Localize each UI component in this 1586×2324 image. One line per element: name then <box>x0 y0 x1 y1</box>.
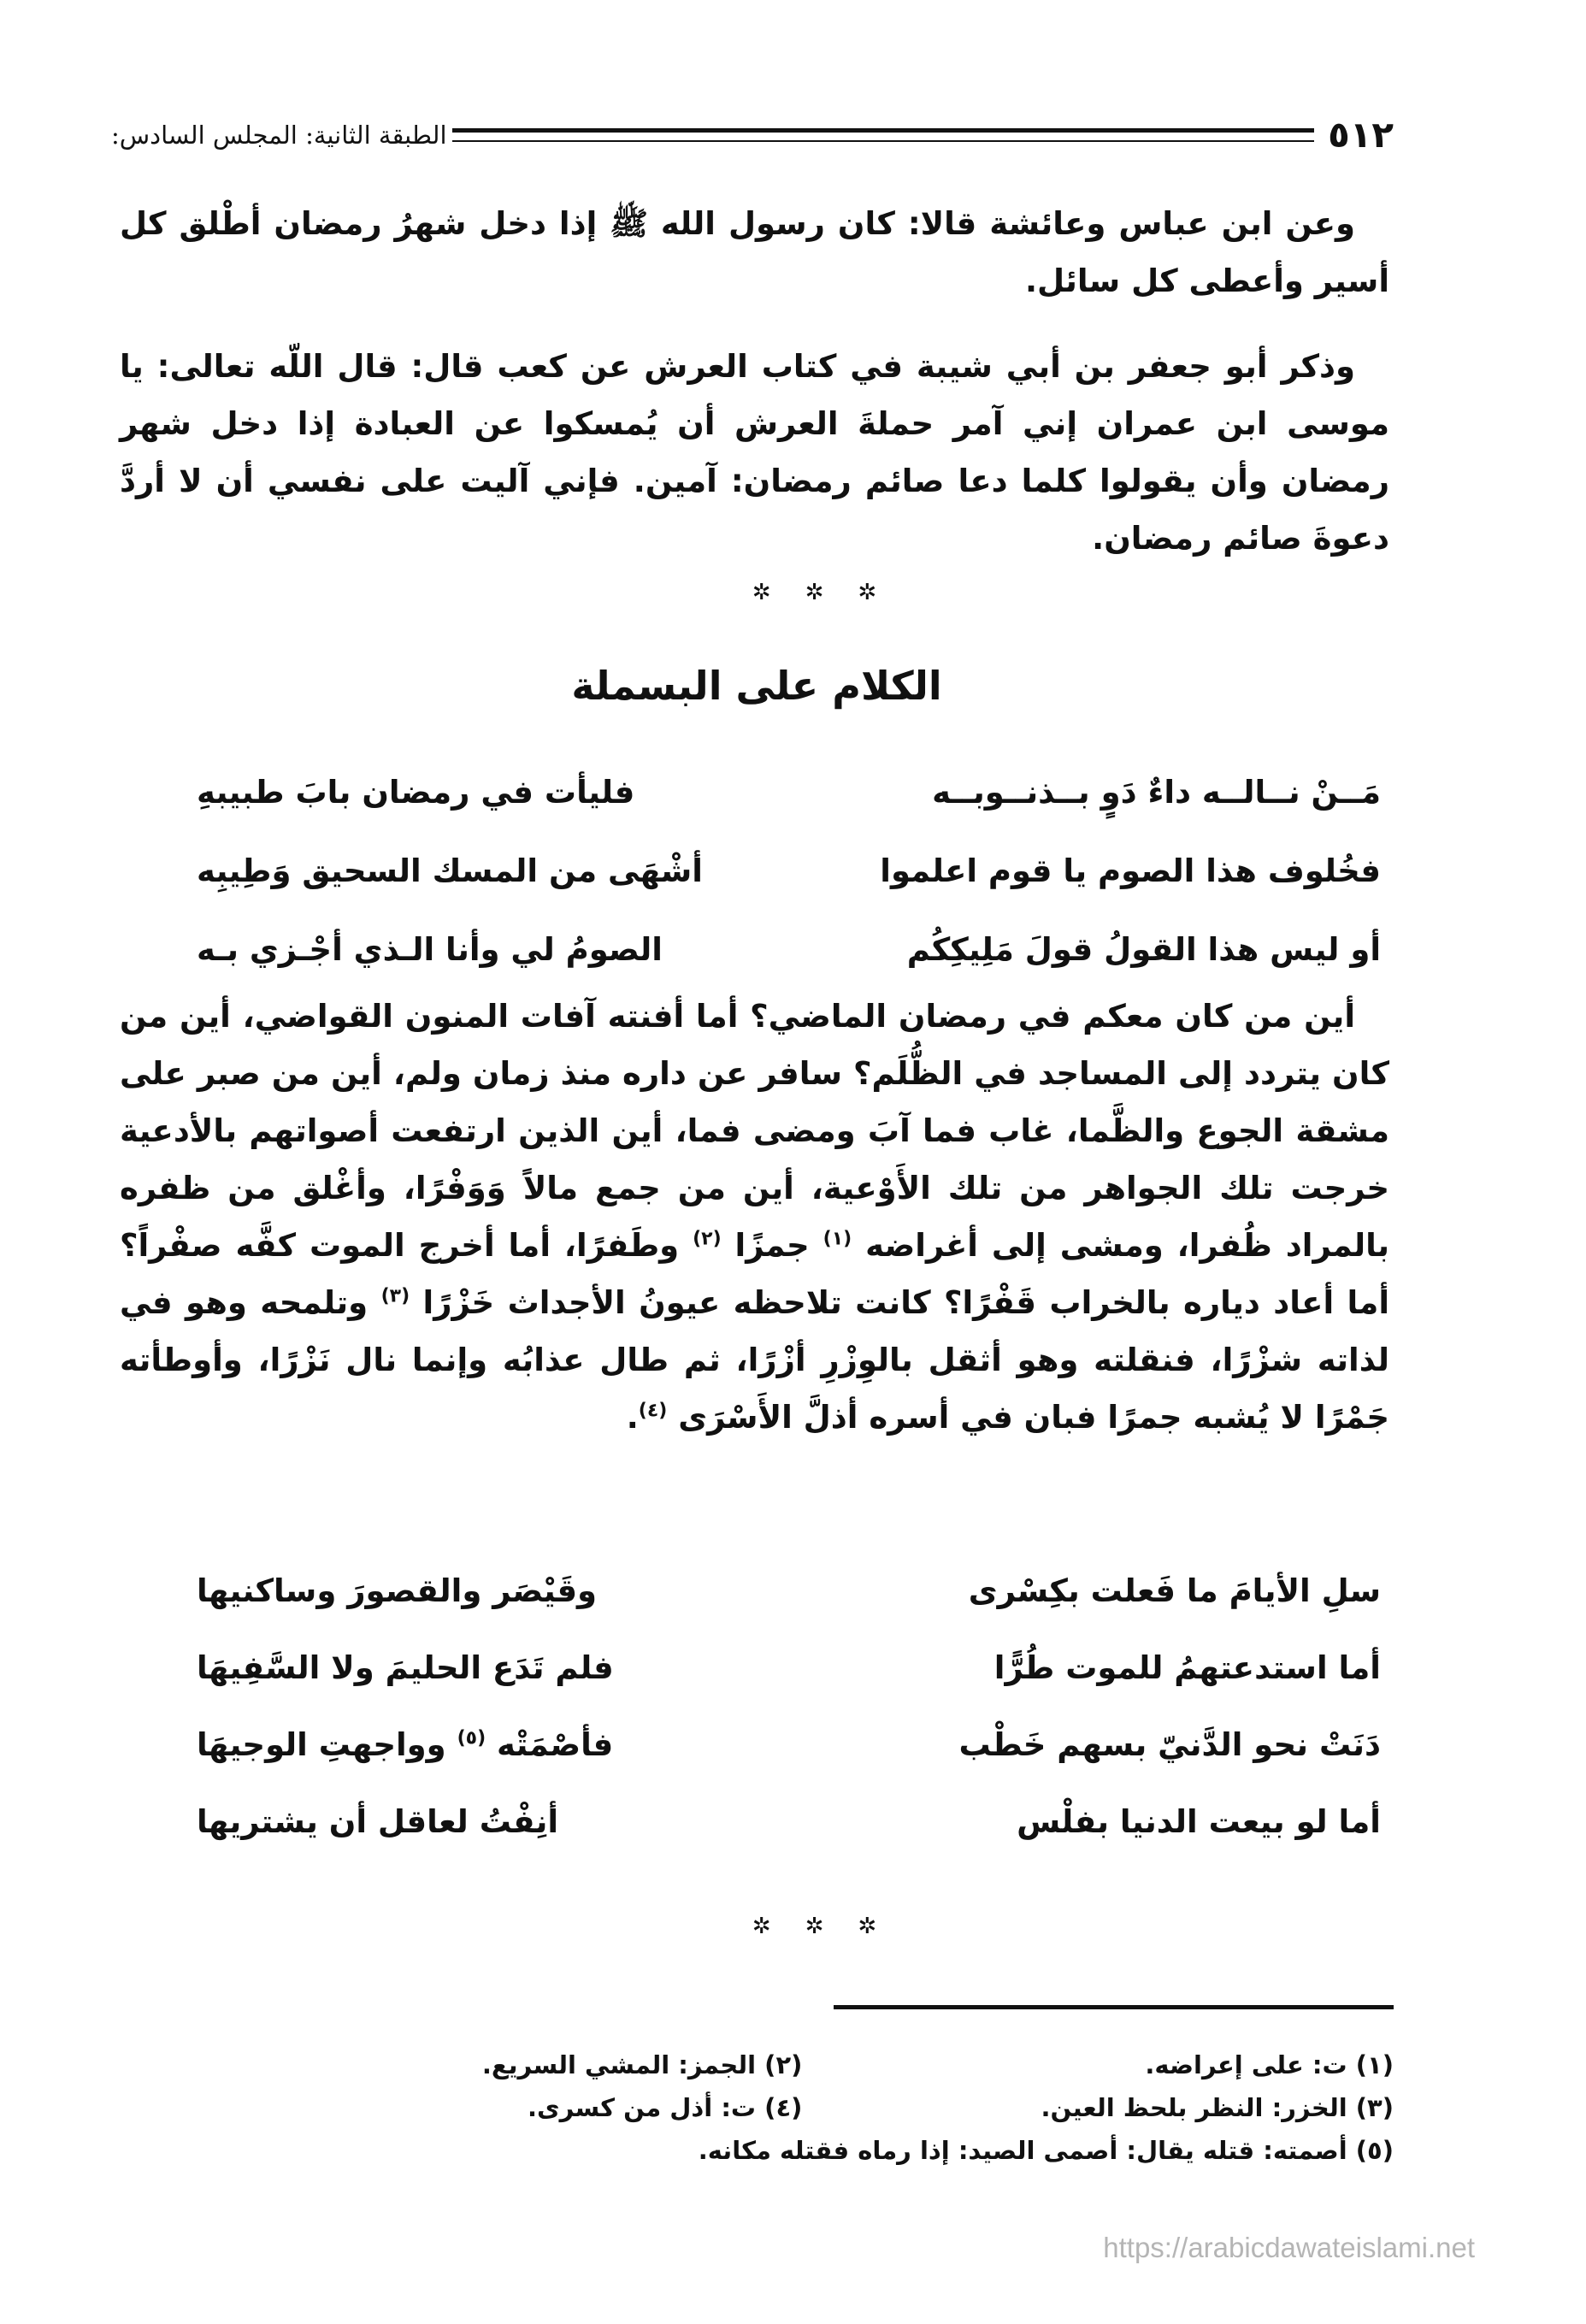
verse <box>197 752 1381 831</box>
verse <box>197 1706 1381 1783</box>
paragraph-2 <box>120 338 1389 567</box>
section-heading: الكلام على البسملة <box>571 663 942 709</box>
footnote-ref[interactable]: (٢) <box>693 1228 722 1250</box>
paragraph-text: وعن ابن عباس وعائشة قالا: كان رسول الله ﷺ إذا دخل شهرُ رمضان أطْلق كل أسير وأعطى كل سائل. <box>120 205 1389 299</box>
hemistich-second: أشْهَى من المسك السحيق وَطِيبِه <box>197 852 703 889</box>
hemistich-first: أما لو بيعت الدنيا بفلْس <box>1017 1802 1381 1840</box>
verse <box>197 910 1381 988</box>
footnote-1 <box>802 2050 1394 2079</box>
footnote-number: (٥) <box>1355 2136 1394 2165</box>
asterism-icon: ✲ <box>858 1914 911 1939</box>
footnote-row <box>256 2129 1394 2172</box>
footnote-ref[interactable]: (٣) <box>380 1285 410 1307</box>
asterism-icon: ✲ <box>805 580 858 605</box>
paragraph-3 <box>120 988 1389 1446</box>
footnote-text: ت: على إعراضه. <box>1145 2050 1347 2079</box>
hemistich-second: وقَيْصَر والقصورَ وساكنيها <box>197 1572 598 1609</box>
footnote-text: الجمز: المشي السريع. <box>481 2050 757 2079</box>
paragraph-text: وذكر أبو جعفر بن أبي شيبة في كتاب العرش عن كعب قال: قال اللّه تعالى: يا موسى ابن عمران إني آمر حملةَ العرش أن يُمسكوا عن العبادة إذا دخل شهر رمضان وأن يقولوا كلما دعا صائم رمضان: آمين. فإني آليت على نفسي أن لا أردَّ دعوةَ صائم رمضان. <box>120 348 1389 557</box>
asterism-icon: ✲ <box>752 1914 805 1939</box>
hemistich-first: فخُلوف هذا الصوم يا قوم اعلموا <box>880 852 1381 889</box>
verse <box>197 831 1381 910</box>
text-run: . <box>626 1399 639 1436</box>
hemistich-first: مَــنْ نــالــه داءٌ دَوٍ بــذنــوبــه <box>932 773 1381 811</box>
footnote-3 <box>802 2093 1394 2122</box>
section-ornament <box>0 580 1586 605</box>
hemistich-first: أو ليس هذا القولُ قولَ مَلِيكِكُم <box>906 930 1381 968</box>
hemistich-second: فليأت في رمضان بابَ طبيبهِ <box>197 773 635 811</box>
verse <box>197 1552 1381 1629</box>
footnote-text: ت: أذل من كسرى. <box>527 2093 757 2122</box>
hemistich-second: الصومُ لي وأنا الـذي أجْـزي بـه <box>197 930 663 968</box>
footnote-number: (١) <box>1355 2050 1394 2079</box>
footnote-text: أصمته: قتله يقال: أصمى الصيد: إذا رماه فقتله مكانه. <box>698 2136 1347 2165</box>
poem-2 <box>197 1552 1381 1860</box>
footnote-text: الخزر: النظر بلحظ العين. <box>1041 2093 1347 2122</box>
section-ornament <box>0 1914 1586 1939</box>
footnote-number: (٣) <box>1355 2093 1394 2122</box>
footnote-row <box>256 2086 1394 2129</box>
text-run: جمزًا <box>734 1227 810 1264</box>
asterism-icon: ✲ <box>858 580 911 605</box>
text-run: أين من كان معكم في رمضان الماضي؟ أما أفنته آفات المنون القواضي، أين من كان يتردد إلى المساجد في الظُّلَم؟ سافر عن داره منذ زمان ولم، أين من صبر على مشقة الجوع والظَّما، غاب فما آبَ ومضى فما، أين الذين ارتفعت أصواتهم بالأدعية خرجت تلك الجواهر من تلك الأَوْعية، أين من جمع مالاً وَوَفْرًا، وأغْلق من ظفره بالمراد ظُفرا، ومشى إلى أغراضه <box>120 998 1389 1264</box>
page-number: ٥١٢ <box>1328 114 1394 156</box>
hemistich-first: دَنَتْ نحو الدَّنيّ بسهم خَطْب <box>958 1725 1381 1763</box>
hemistich-second: فلم تَدَع الحليمَ ولا السَّفِيهَا <box>197 1649 614 1686</box>
asterism-icon: ✲ <box>805 1914 858 1939</box>
hemistich-second: أنِفْتُ لعاقل أن يشتريها <box>197 1802 559 1840</box>
verse <box>197 1783 1381 1860</box>
paragraph-1 <box>120 195 1389 310</box>
text-run: فأصْمَتْه <box>497 1725 614 1763</box>
paragraph-text <box>120 988 1389 1446</box>
footnote-number: (٤) <box>764 2093 803 2122</box>
footnote-number: (٢) <box>764 2050 803 2079</box>
footnote-ref[interactable]: (٤) <box>638 1400 668 1422</box>
hemistich-first: أما استدعتهمُ للموت طُرًّا <box>993 1649 1381 1686</box>
text-run: وواجهتِ الوجيهَا <box>197 1725 446 1763</box>
footnote-ref[interactable]: (١) <box>822 1228 852 1250</box>
text-run: وطَفرًا، أما أخرج الموت كفَّه صفْراً؟ أما أعاد دياره بالخراب قَفْرًا؟ كانت تلاحظه عيونُ الأجداث خَزْرًا <box>120 1227 1389 1321</box>
header-rule <box>452 128 1315 142</box>
verse <box>197 1629 1381 1706</box>
text-run: وتلمحه وهو في لذاته شزْرًا، فنقلته وهو أثقل بالوِزْرِ أزْرًا، ثم طال عذابُه وإنما نال نَزْرًا، وأوطأته جَمْرًا لا يُشبه جمرًا فبان في أسره أذلَّ الأَسْرَى <box>120 1284 1389 1436</box>
hemistich-first: سلِ الأيامَ ما فَعلت بكِسْرى <box>968 1572 1381 1609</box>
footnote-5 <box>699 2136 1394 2165</box>
footnote-row <box>256 2044 1394 2086</box>
footnote-ref[interactable]: (٥) <box>457 1727 486 1749</box>
footnote-4 <box>528 2093 802 2122</box>
hemistich-second <box>197 1726 741 1763</box>
poem-1 <box>197 752 1381 988</box>
source-watermark: https://arabicdawateislami.net <box>1103 2232 1475 2263</box>
footnote-2 <box>482 2050 803 2079</box>
footnote-separator <box>834 2005 1394 2009</box>
asterism-icon: ✲ <box>752 580 805 605</box>
running-header <box>111 114 1394 156</box>
running-title: الطبقة الثانية: المجلس السادس: <box>111 121 447 150</box>
footnotes <box>256 2044 1394 2172</box>
